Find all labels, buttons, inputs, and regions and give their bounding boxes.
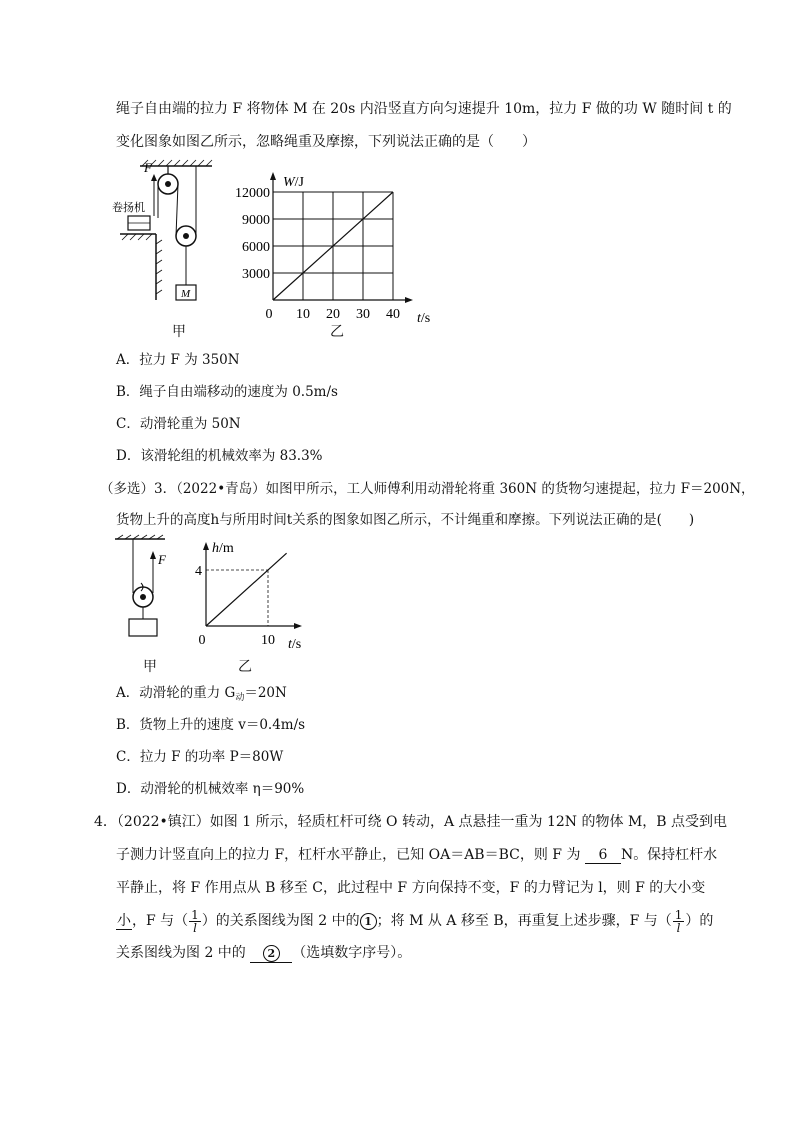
w-chart-x-tick-20: 20: [326, 307, 340, 322]
q4-line3: 平静止，将 F 作用点从 B 移至 C，此过程中 F 方向保持不变，F 的力臂记为 l，则 F 的大小变: [116, 880, 706, 896]
q2-line1: 绳子自由端的拉力 F 将物体 M 在 20s 内沿竖直方向匀速提升 10m，拉力 F 做的功 W 随时间 t 的: [116, 101, 732, 117]
w-chart-y-tick-9000: 9000: [242, 213, 270, 228]
h-chart-x-tick-10: 10: [261, 633, 275, 648]
w-chart-y-tick-6000: 6000: [242, 240, 270, 255]
q4-line4-text-4: ）的: [685, 913, 714, 929]
q4-answer-graph: [250, 945, 292, 963]
w-chart-y-arrow: [270, 172, 276, 180]
q4-line5-end: （选填数字序号）。: [292, 945, 412, 961]
q4-line4: [116, 906, 713, 936]
q4-line4-text-3: ；将 M 从 A 移至 B，再重复上述步骤，F 与（: [376, 913, 672, 929]
q4-fraction-numerator: 1: [191, 907, 199, 922]
q4-circled-number-1: 1: [360, 913, 377, 930]
q3-option-c: C．拉力 F 的功率 P＝80W: [116, 749, 284, 765]
q4-line2-text: 子测力计竖直向上的拉力 F，杠杆水平静止，已知 OA＝AB＝BC，则 F 为: [116, 847, 585, 863]
q2-pulley-figure: [110, 160, 220, 300]
q2-option-c: C．动滑轮重为 50N: [116, 416, 241, 432]
q4-line4-text-2: ）的关系图线为图 2 中的: [201, 913, 360, 929]
h-chart-y-tick-4: 4: [195, 564, 202, 579]
q4-fraction-1-over-l: [189, 909, 201, 934]
q3-option-d: D．动滑轮的机械效率 η＝90%: [116, 781, 305, 797]
h-chart-x-arrow: [294, 623, 302, 629]
q2-label-F: F: [144, 160, 152, 175]
q3-fig-b-caption: 乙: [238, 659, 252, 675]
h-chart-x-label: t/s: [288, 637, 302, 652]
q2-fig-b-caption: 乙: [330, 324, 344, 340]
q2-option-a: A．拉力 F 为 350N: [116, 352, 240, 368]
q2-line2: 变化图象如图乙所示，忽略绳重及摩擦，下列说法正确的是（ ）: [116, 134, 536, 150]
q2-label-M: M: [181, 288, 191, 300]
q4-line2-end: N。保持杠杆水: [620, 847, 718, 863]
q2-fig-a-caption: 甲: [172, 324, 186, 340]
w-chart-x-tick-40: 40: [386, 307, 400, 322]
q4-fraction-denominator-2: l: [676, 920, 681, 935]
h-chart-y-arrow: [203, 542, 209, 550]
q2-work-time-chart: [226, 168, 431, 326]
q2-option-d: D．该滑轮组的机械效率为 83.3%: [116, 448, 323, 464]
q4-line2: [116, 845, 717, 865]
q3-option-b: B．货物上升的速度 v＝0.4m/s: [116, 717, 306, 733]
q4-line1: 4．（2022•镇江）如图 1 所示，轻质杠杆可绕 O 转动，A 点悬挂一重为 12N 的物体 M，B 点受到电: [94, 814, 728, 830]
q3-option-a-value: ＝20N: [244, 685, 287, 701]
q4-fraction-numerator-2: 1: [674, 907, 683, 922]
q3-height-time-chart: [190, 538, 330, 652]
q4-answer-force: 6: [585, 847, 621, 864]
w-chart-x-tick-10: 10: [296, 307, 310, 322]
h-chart-x-tick-0: 0: [198, 633, 206, 648]
q3-line1: （多选）3．（2022•青岛）如图甲所示，工人师傅利用动滑轮将重 360N 的货物匀速提起，拉力 F＝200N，: [100, 481, 755, 497]
w-chart-x-label: t/s: [417, 311, 431, 326]
q2-label-winch: 卷扬机: [112, 202, 145, 214]
q4-line4-text-1: ，F 与（: [132, 913, 189, 929]
q4-fraction-denominator: l: [193, 920, 197, 935]
q3-line2: 货物上升的高度h与所用时间t关系的图象如图乙所示，不计绳重和摩擦。下列说法正确的是( ): [116, 512, 695, 528]
q3-option-a: [116, 683, 287, 708]
q4-fraction-1-over-l-second: [673, 909, 685, 934]
q4-line5: [116, 943, 411, 963]
w-chart-x-arrow: [405, 297, 413, 303]
w-chart-y-tick-12000: 12000: [235, 186, 270, 201]
q3-fig-a-caption: 甲: [143, 659, 157, 675]
w-chart-y-label: W/J: [283, 175, 305, 190]
q4-circled-number-2: 2: [263, 945, 280, 962]
q3-pulley-figure: [115, 535, 185, 640]
w-chart-x-tick-0: 0: [265, 307, 273, 322]
h-chart-y-label: h/m: [212, 541, 234, 556]
q3-label-F: F: [158, 552, 166, 567]
q3-option-a-text: A．动滑轮的重力 G: [116, 685, 236, 701]
h-chart-series-line: [206, 553, 287, 626]
q3-option-a-subscript: 动: [235, 693, 245, 703]
q4-answer-change: 小: [117, 913, 131, 929]
w-chart-x-tick-30: 30: [356, 307, 370, 322]
w-chart-y-tick-3000: 3000: [242, 267, 270, 282]
q2-option-b: B．绳子自由端移动的速度为 0.5m/s: [116, 384, 338, 400]
q4-line5-text: 关系图线为图 2 中的: [116, 945, 251, 961]
